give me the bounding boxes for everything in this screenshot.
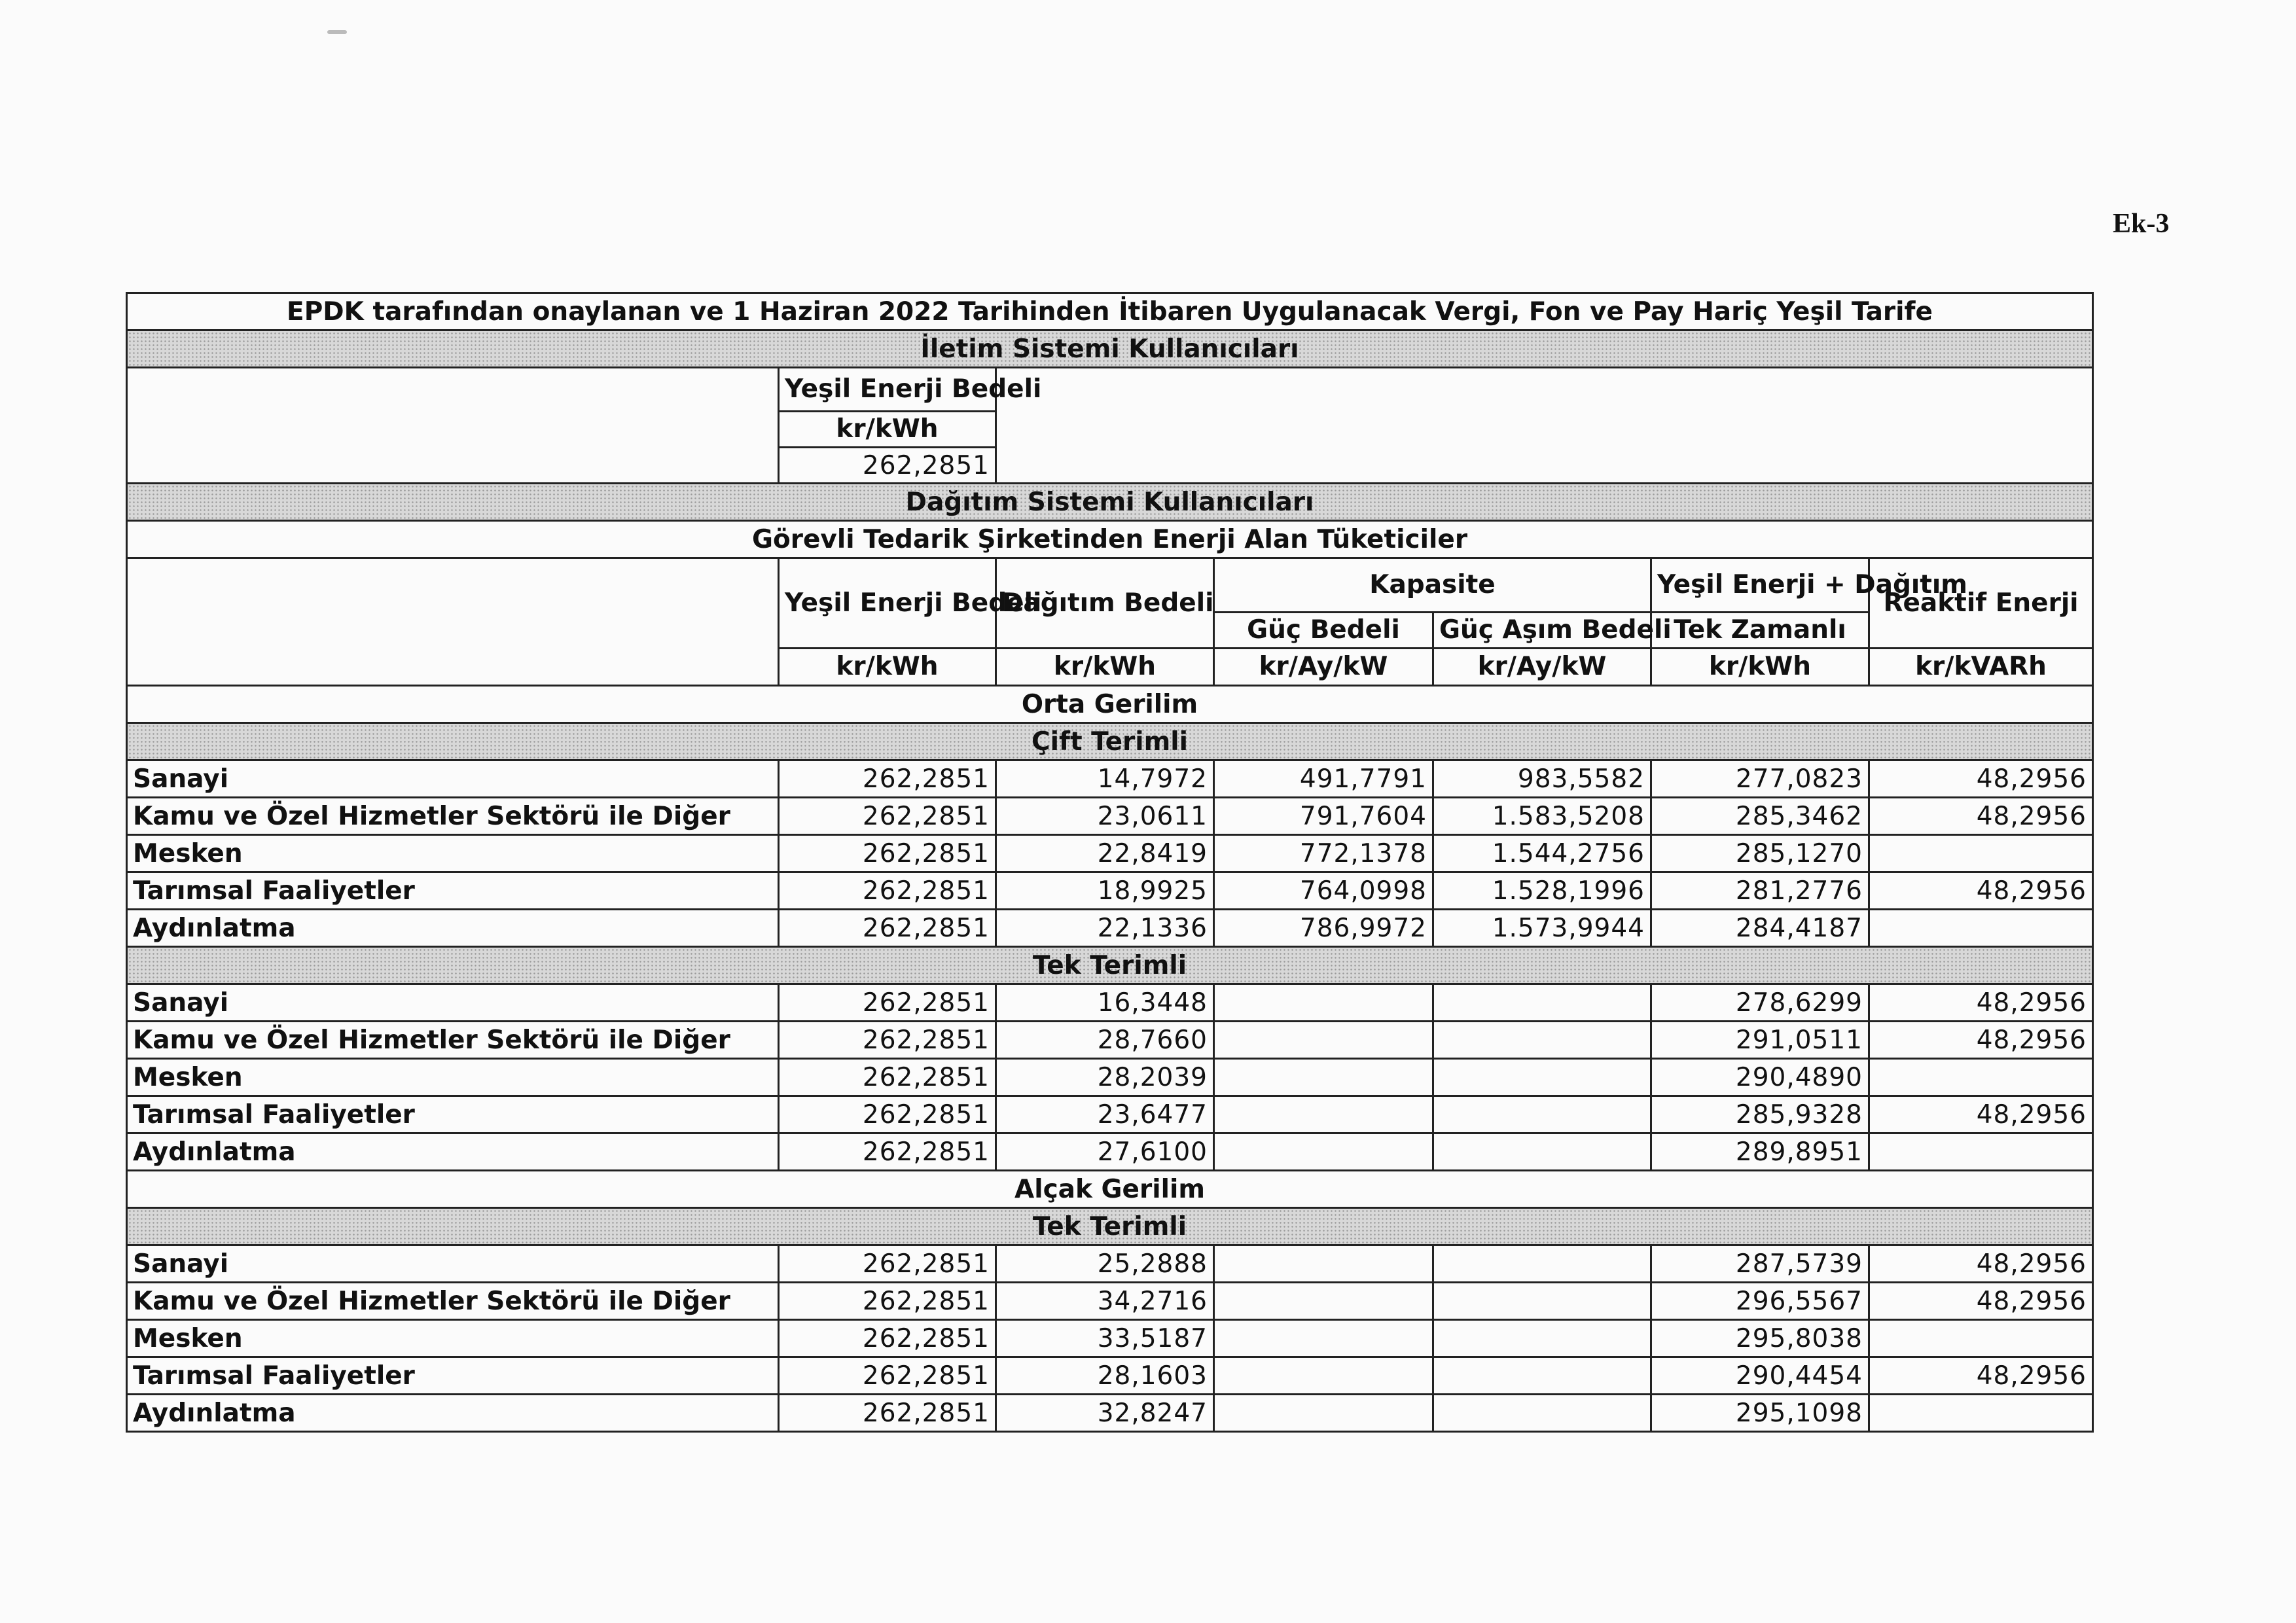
section-band-iletim: İletim Sistemi Kullanıcıları	[127, 330, 2093, 368]
cell-dagitim-bedeli: 22,8419	[996, 835, 1214, 872]
cell-dagitim-bedeli: 23,6477	[996, 1096, 1214, 1133]
cell-reaktif: 48,2956	[1869, 1096, 2093, 1133]
cell-tek-zamanli: 284,4187	[1651, 910, 1869, 947]
unit-reaktif: kr/kVARh	[1869, 649, 2093, 686]
cell-dagitim-bedeli: 33,5187	[996, 1320, 1214, 1357]
cell-guc-bedeli	[1214, 1022, 1433, 1059]
header-tek-zamanli: Tek Zamanlı	[1651, 613, 1869, 649]
table-row	[127, 835, 2093, 872]
cell-tek-zamanli: 295,1098	[1651, 1395, 1869, 1432]
cell-yesil-enerji: 262,2851	[779, 835, 996, 872]
cell-guc-bedeli: 791,7604	[1214, 798, 1433, 835]
table-row	[127, 798, 2093, 835]
cell-guc-asim	[1433, 1320, 1651, 1357]
cell-reaktif	[1869, 1320, 2093, 1357]
cell-guc-bedeli: 491,7791	[1214, 760, 1433, 798]
iletim-blank-area	[996, 368, 2093, 484]
cell-tek-zamanli: 287,5739	[1651, 1245, 1869, 1283]
cell-guc-bedeli: 772,1378	[1214, 835, 1433, 872]
cell-guc-bedeli	[1214, 1096, 1433, 1133]
cell-guc-bedeli	[1214, 1283, 1433, 1320]
cell-yesil-enerji: 262,2851	[779, 1245, 996, 1283]
section-band-dagitim: Dağıtım Sistemi Kullanıcıları	[127, 484, 2093, 521]
iletim-empty-cell	[127, 368, 779, 484]
cell-yesil-enerji: 262,2851	[779, 760, 996, 798]
dagitim-empty-cell	[127, 558, 779, 686]
table-title: EPDK tarafından onaylanan ve 1 Haziran 2022 Tarihinden İtibaren Uygulanacak Vergi, Fon ve Pay Hariç Yeşil Tarife	[127, 293, 2093, 330]
cell-dagitim-bedeli: 25,2888	[996, 1245, 1214, 1283]
cell-guc-bedeli	[1214, 984, 1433, 1022]
cell-tek-zamanli: 285,1270	[1651, 835, 1869, 872]
cell-guc-bedeli	[1214, 1245, 1433, 1283]
table-row	[127, 1133, 2093, 1171]
table-row	[127, 910, 2093, 947]
cell-tek-zamanli: 289,8951	[1651, 1133, 1869, 1171]
table-row	[127, 1096, 2093, 1133]
table-row	[127, 872, 2093, 910]
cell-dagitim-bedeli: 16,3448	[996, 984, 1214, 1022]
cell-guc-asim: 983,5582	[1433, 760, 1651, 798]
row-label: Kamu ve Özel Hizmetler Sektörü ile Diğer	[127, 1283, 779, 1320]
unit-yesil: kr/kWh	[779, 649, 996, 686]
cell-guc-asim: 1.583,5208	[1433, 798, 1651, 835]
table-row	[127, 1395, 2093, 1432]
header-dagitim-bedeli: Dağıtım Bedeli	[996, 558, 1214, 649]
cell-tek-zamanli: 285,3462	[1651, 798, 1869, 835]
cell-reaktif: 48,2956	[1869, 1357, 2093, 1395]
cell-guc-bedeli: 764,0998	[1214, 872, 1433, 910]
cell-guc-asim	[1433, 984, 1651, 1022]
row-label: Kamu ve Özel Hizmetler Sektörü ile Diğer	[127, 1022, 779, 1059]
row-label: Aydınlatma	[127, 1395, 779, 1432]
annex-label: Ek-3	[2113, 209, 2170, 239]
table-row	[127, 1245, 2093, 1283]
cell-yesil-enerji: 262,2851	[779, 1357, 996, 1395]
section-tek-terimli-og: Tek Terimli	[127, 947, 2093, 984]
cell-yesil-enerji: 262,2851	[779, 1395, 996, 1432]
cell-reaktif	[1869, 835, 2093, 872]
cell-dagitim-bedeli: 28,1603	[996, 1357, 1214, 1395]
cell-guc-asim	[1433, 1133, 1651, 1171]
cell-dagitim-bedeli: 18,9925	[996, 872, 1214, 910]
cell-guc-asim	[1433, 1395, 1651, 1432]
cell-guc-bedeli	[1214, 1059, 1433, 1096]
cell-yesil-enerji: 262,2851	[779, 798, 996, 835]
cell-guc-asim	[1433, 1245, 1651, 1283]
cell-yesil-enerji: 262,2851	[779, 910, 996, 947]
voltage-orta-gerilim: Orta Gerilim	[127, 686, 2093, 723]
cell-tek-zamanli: 281,2776	[1651, 872, 1869, 910]
section-cift-terimli: Çift Terimli	[127, 723, 2093, 760]
cell-dagitim-bedeli: 27,6100	[996, 1133, 1214, 1171]
cell-reaktif	[1869, 1059, 2093, 1096]
cell-tek-zamanli: 295,8038	[1651, 1320, 1869, 1357]
cell-reaktif: 48,2956	[1869, 872, 2093, 910]
cell-reaktif	[1869, 910, 2093, 947]
row-label: Sanayi	[127, 760, 779, 798]
row-label: Mesken	[127, 1059, 779, 1096]
header-guc-bedeli: Güç Bedeli	[1214, 613, 1433, 649]
cell-guc-asim	[1433, 1283, 1651, 1320]
cell-tek-zamanli: 296,5567	[1651, 1283, 1869, 1320]
table-row	[127, 984, 2093, 1022]
cell-tek-zamanli: 290,4454	[1651, 1357, 1869, 1395]
header-guc-asim: Güç Aşım Bedeli	[1433, 613, 1651, 649]
cell-reaktif	[1869, 1395, 2093, 1432]
cell-dagitim-bedeli: 14,7972	[996, 760, 1214, 798]
row-label: Sanayi	[127, 1245, 779, 1283]
row-label: Tarımsal Faaliyetler	[127, 872, 779, 910]
cell-dagitim-bedeli: 22,1336	[996, 910, 1214, 947]
row-label: Mesken	[127, 835, 779, 872]
cell-reaktif: 48,2956	[1869, 760, 2093, 798]
cell-reaktif: 48,2956	[1869, 1283, 2093, 1320]
cell-tek-zamanli: 285,9328	[1651, 1096, 1869, 1133]
cell-guc-bedeli	[1214, 1357, 1433, 1395]
row-label: Aydınlatma	[127, 1133, 779, 1171]
cell-guc-bedeli	[1214, 1133, 1433, 1171]
iletim-value: 262,2851	[779, 448, 996, 484]
cell-guc-asim: 1.528,1996	[1433, 872, 1651, 910]
cell-tek-zamanli: 277,0823	[1651, 760, 1869, 798]
row-label: Sanayi	[127, 984, 779, 1022]
cell-guc-asim	[1433, 1357, 1651, 1395]
table-row	[127, 1283, 2093, 1320]
cell-guc-asim: 1.544,2756	[1433, 835, 1651, 872]
dagitim-subtitle: Görevli Tedarik Şirketinden Enerji Alan Tüketiciler	[127, 521, 2093, 558]
cell-guc-bedeli	[1214, 1320, 1433, 1357]
cell-guc-asim	[1433, 1059, 1651, 1096]
cell-tek-zamanli: 290,4890	[1651, 1059, 1869, 1096]
cell-dagitim-bedeli: 28,2039	[996, 1059, 1214, 1096]
table-row	[127, 1357, 2093, 1395]
cell-reaktif	[1869, 1133, 2093, 1171]
cell-guc-asim	[1433, 1096, 1651, 1133]
cell-dagitim-bedeli: 34,2716	[996, 1283, 1214, 1320]
iletim-unit: kr/kWh	[779, 412, 996, 448]
section-tek-terimli-ag: Tek Terimli	[127, 1208, 2093, 1245]
header-kapasite: Kapasite	[1214, 558, 1651, 613]
cell-guc-bedeli: 786,9972	[1214, 910, 1433, 947]
cell-yesil-enerji: 262,2851	[779, 1320, 996, 1357]
unit-tek: kr/kWh	[1651, 649, 1869, 686]
unit-guc-asim: kr/Ay/kW	[1433, 649, 1651, 686]
row-label: Tarımsal Faaliyetler	[127, 1096, 779, 1133]
cell-reaktif: 48,2956	[1869, 984, 2093, 1022]
cell-dagitim-bedeli: 32,8247	[996, 1395, 1214, 1432]
voltage-alcak-gerilim: Alçak Gerilim	[127, 1171, 2093, 1208]
scan-mark	[327, 30, 347, 34]
cell-yesil-enerji: 262,2851	[779, 1133, 996, 1171]
cell-yesil-enerji: 262,2851	[779, 1022, 996, 1059]
cell-tek-zamanli: 278,6299	[1651, 984, 1869, 1022]
cell-guc-bedeli	[1214, 1395, 1433, 1432]
row-label: Tarımsal Faaliyetler	[127, 1357, 779, 1395]
row-label: Kamu ve Özel Hizmetler Sektörü ile Diğer	[127, 798, 779, 835]
unit-dagitim: kr/kWh	[996, 649, 1214, 686]
header-yesil-dagitim: Yeşil Enerji + Dağıtım	[1651, 558, 1869, 613]
tariff-table	[126, 292, 2094, 1433]
table-row	[127, 1059, 2093, 1096]
cell-tek-zamanli: 291,0511	[1651, 1022, 1869, 1059]
cell-dagitim-bedeli: 28,7660	[996, 1022, 1214, 1059]
cell-yesil-enerji: 262,2851	[779, 1096, 996, 1133]
cell-yesil-enerji: 262,2851	[779, 1283, 996, 1320]
unit-guc: kr/Ay/kW	[1214, 649, 1433, 686]
row-label: Mesken	[127, 1320, 779, 1357]
cell-dagitim-bedeli: 23,0611	[996, 798, 1214, 835]
cell-yesil-enerji: 262,2851	[779, 984, 996, 1022]
cell-reaktif: 48,2956	[1869, 1245, 2093, 1283]
table-row	[127, 1022, 2093, 1059]
cell-yesil-enerji: 262,2851	[779, 872, 996, 910]
header-reaktif: Reaktif Enerji	[1869, 558, 2093, 649]
header-yesil-enerji: Yeşil Enerji Bedeli	[779, 558, 996, 649]
row-label: Aydınlatma	[127, 910, 779, 947]
cell-guc-asim	[1433, 1022, 1651, 1059]
table-row	[127, 760, 2093, 798]
table-row	[127, 1320, 2093, 1357]
cell-guc-asim: 1.573,9944	[1433, 910, 1651, 947]
cell-reaktif: 48,2956	[1869, 1022, 2093, 1059]
cell-yesil-enerji: 262,2851	[779, 1059, 996, 1096]
iletim-header-yesil: Yeşil Enerji Bedeli	[779, 368, 996, 412]
cell-reaktif: 48,2956	[1869, 798, 2093, 835]
